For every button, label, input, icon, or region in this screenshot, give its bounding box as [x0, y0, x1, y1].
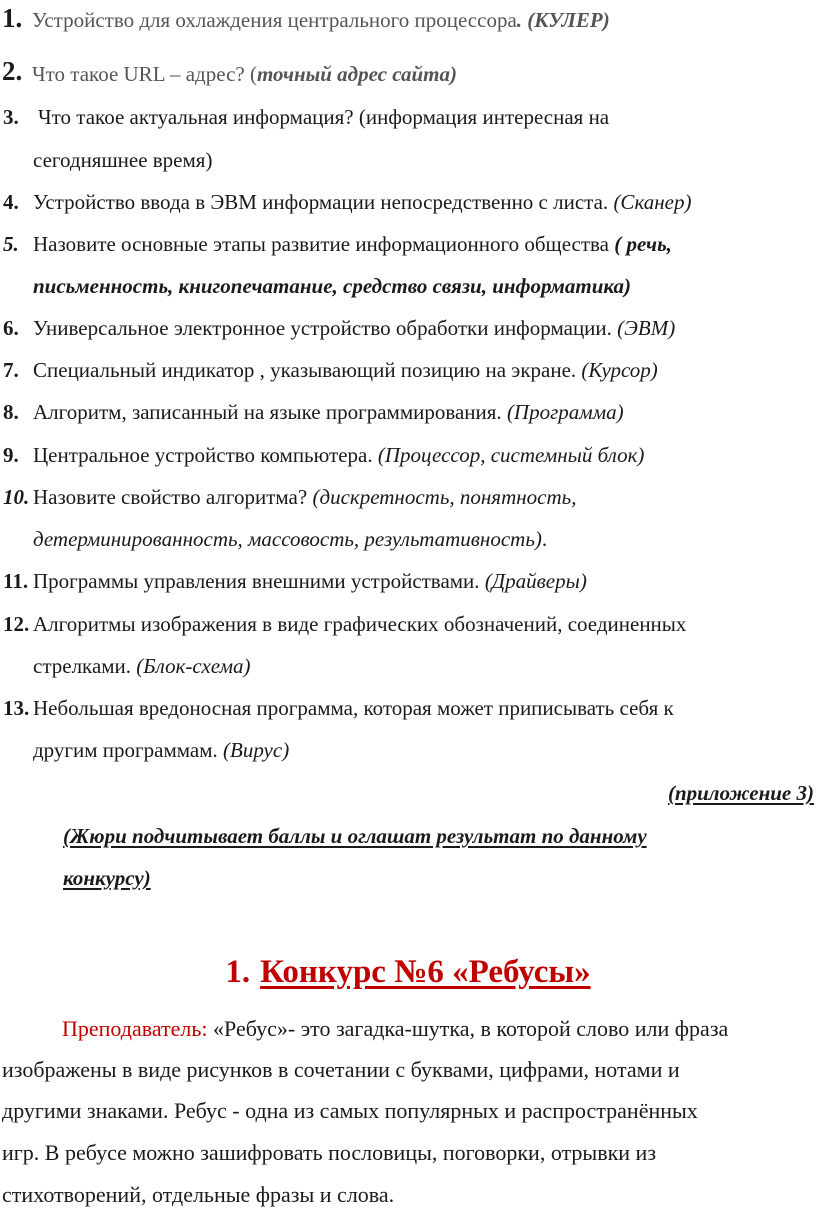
question-body: Устройство ввода в ЭВМ информации непосредственно с листа.	[33, 190, 614, 214]
question-text	[33, 188, 691, 216]
question-text	[32, 6, 610, 34]
question-number: 12.	[3, 612, 30, 636]
question-text: Небольшая вредоносная программа, которая может приписывать себя к	[33, 696, 674, 720]
question-body: стрелками.	[33, 654, 137, 678]
question-body: Программы управления внешними устройствами.	[33, 569, 485, 593]
question-text-cont	[33, 652, 250, 680]
question-number: 7.	[3, 358, 19, 382]
paragraph-line: игр. В ребусе можно зашифровать пословицы, поговорки, отрывки из	[2, 1140, 657, 1165]
question-text	[33, 483, 576, 511]
question-number: 8.	[3, 400, 19, 424]
question-number: 6.	[3, 316, 19, 340]
jury-note-line1: (Жюри подчитывает баллы и оглашат результат по данному	[63, 824, 647, 848]
question-text	[33, 398, 624, 426]
question-body: Назовите основные этапы развитие информационного общества	[33, 232, 615, 256]
paragraph-text: «Ребус»- это загадка-шутка, в которой слово или фраза	[207, 1016, 729, 1041]
paragraph-line: другими знаками. Ребус - одна из самых популярных и распространённых	[2, 1098, 698, 1123]
appendix-note: (приложение 3)	[667, 781, 814, 805]
question-answer-cont	[33, 525, 547, 553]
question-text	[33, 441, 644, 469]
question-answer: (Вирус)	[223, 738, 290, 762]
section-heading	[0, 952, 816, 992]
question-number: 9.	[3, 443, 19, 467]
question-number: 5.	[3, 232, 19, 256]
question-text-cont	[33, 736, 289, 764]
question-answer: . (КУЛЕР)	[516, 8, 610, 32]
question-answer-cont: письменность, книгопечатание, средство связи, информатика)	[33, 274, 632, 298]
question-tail: .	[541, 527, 548, 551]
section-title: Конкурс №6 «Ребусы»	[260, 954, 591, 990]
question-number: 4.	[3, 190, 19, 214]
question-number: 10.	[3, 485, 30, 509]
question-answer: (дискретность, понятность,	[312, 485, 577, 509]
question-answer: (Курсор)	[581, 358, 658, 382]
question-body: другим программам.	[33, 738, 224, 762]
jury-note-line2: конкурсу)	[63, 866, 151, 890]
question-answer: (ЭВМ)	[617, 316, 676, 340]
question-answer: детерминированность, массовость, результативность)	[33, 527, 542, 551]
question-answer: (Процессор, системный блок)	[377, 443, 645, 467]
question-number: 3.	[3, 105, 19, 129]
question-text	[33, 567, 587, 595]
question-text-cont: сегодняшнее время)	[33, 148, 213, 172]
speaker-label: Преподаватель:	[62, 1016, 208, 1041]
question-number: 2.	[2, 56, 23, 86]
question-body: Назовите свойство алгоритма?	[33, 485, 313, 509]
question-body: Универсальное электронное устройство обработки информации.	[33, 316, 618, 340]
question-body: Центральное устройство компьютера.	[33, 443, 378, 467]
question-text	[33, 230, 672, 258]
question-number: 1.	[2, 3, 23, 33]
question-answer: (Сканер)	[613, 190, 692, 214]
question-answer: точный адрес сайта)	[256, 62, 457, 86]
question-text: Алгоритмы изображения в виде графических обозначений, соединенных	[33, 612, 687, 636]
question-body: Алгоритм, записанный на языке программирования.	[33, 400, 507, 424]
question-text	[33, 314, 675, 342]
question-text	[32, 60, 457, 88]
question-answer: (Программа)	[506, 400, 624, 424]
question-body: Что такое URL – адрес? (	[32, 62, 257, 86]
question-number: 11.	[3, 569, 29, 593]
question-body: Специальный индикатор , указывающий позицию на экране.	[33, 358, 582, 382]
question-text	[33, 356, 658, 384]
section-number: 1.	[225, 954, 251, 990]
question-answer: (Блок-схема)	[136, 654, 251, 678]
question-number: 13.	[3, 696, 30, 720]
question-answer: (Драйверы)	[484, 569, 587, 593]
paragraph-line	[62, 1014, 728, 1044]
question-text: Что такое актуальная информация? (информация интересная на	[38, 105, 610, 129]
paragraph-line: стихотворений, отдельные фразы и слова.	[2, 1182, 395, 1207]
question-answer: ( речь,	[614, 232, 672, 256]
paragraph-line: изображены в виде рисунков в сочетании с буквами, цифрами, нотами и	[2, 1057, 680, 1082]
question-body: Устройство для охлаждения центрального процессора	[32, 8, 517, 32]
